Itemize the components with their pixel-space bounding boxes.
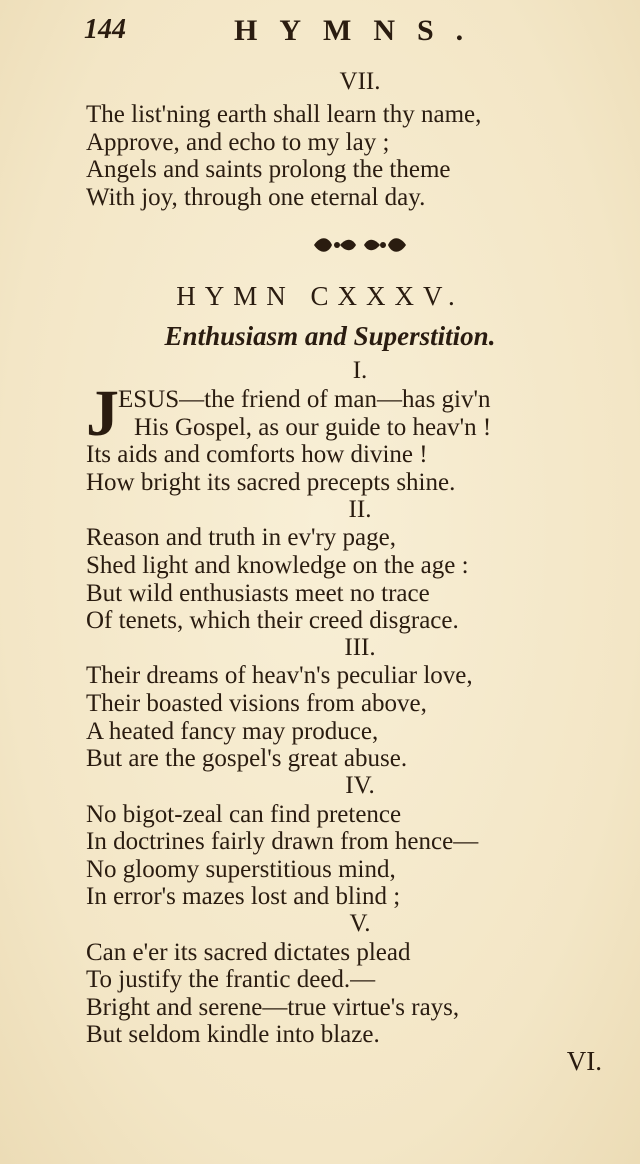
- verse-line: Of tenets, which their creed disgrace.: [86, 607, 459, 634]
- verse-line: Its aids and comforts how divine !: [86, 441, 428, 468]
- stanza-number-iv: IV.: [345, 772, 375, 799]
- verse-line: But are the gospel's great abuse.: [86, 745, 408, 772]
- verse-line: No bigot-zeal can find pretence: [86, 801, 402, 828]
- stanza-number-iii: III.: [344, 634, 376, 661]
- hymn-subtitle: Enthusiasm and Superstition.: [164, 321, 496, 351]
- running-title: HYMNS.: [234, 14, 486, 47]
- hymn-title: HYMN CXXXV.: [176, 281, 464, 311]
- verse-line: A heated fancy may produce,: [86, 718, 379, 745]
- verse-line: Their dreams of heav'n's peculiar love,: [86, 662, 473, 689]
- verse-line: In doctrines fairly drawn from hence—: [86, 828, 479, 855]
- verse-line: Angels and saints prolong the theme: [86, 156, 451, 183]
- catchword: VI.: [566, 1046, 602, 1076]
- verse-line: Can e'er its sacred dictates plead: [86, 939, 411, 966]
- verse-line: Shed light and knowledge on the age :: [86, 552, 469, 579]
- verse-line: Bright and serene—true virtue's rays,: [86, 994, 460, 1021]
- stanza-number-vii: VII.: [339, 68, 381, 95]
- verse-line: Approve, and echo to my lay ;: [86, 129, 390, 156]
- verse-line: But wild enthusiasts meet no trace: [86, 580, 430, 607]
- stanza-number-i: I.: [352, 357, 368, 384]
- verse-line: The list'ning earth shall learn thy name,: [86, 101, 482, 128]
- verse-line: With joy, through one eternal day.: [86, 184, 426, 211]
- verse-line: How bright its sacred precepts shine.: [86, 469, 456, 496]
- verse-line: To justify the frantic deed.—: [86, 966, 376, 993]
- verse-line: In error's mazes lost and blind ;: [86, 883, 401, 910]
- stanza-number-ii: II.: [348, 496, 372, 523]
- stanza-number-v: V.: [349, 910, 371, 937]
- running-head: [84, 14, 600, 54]
- drop-cap: J: [86, 377, 119, 450]
- verse-line: ESUS—the friend of man—has giv'n: [118, 386, 491, 413]
- verse-line: But seldom kindle into blaze.: [86, 1021, 380, 1048]
- verse-line: Their boasted visions from above,: [86, 690, 427, 717]
- verse-line: His Gospel, as our guide to heav'n !: [134, 414, 492, 441]
- verse-line: No gloomy superstitious mind,: [86, 856, 396, 883]
- page-number: 144: [84, 14, 126, 45]
- printer-ornament-icon: [310, 232, 410, 258]
- verse-line: Reason and truth in ev'ry page,: [86, 524, 396, 551]
